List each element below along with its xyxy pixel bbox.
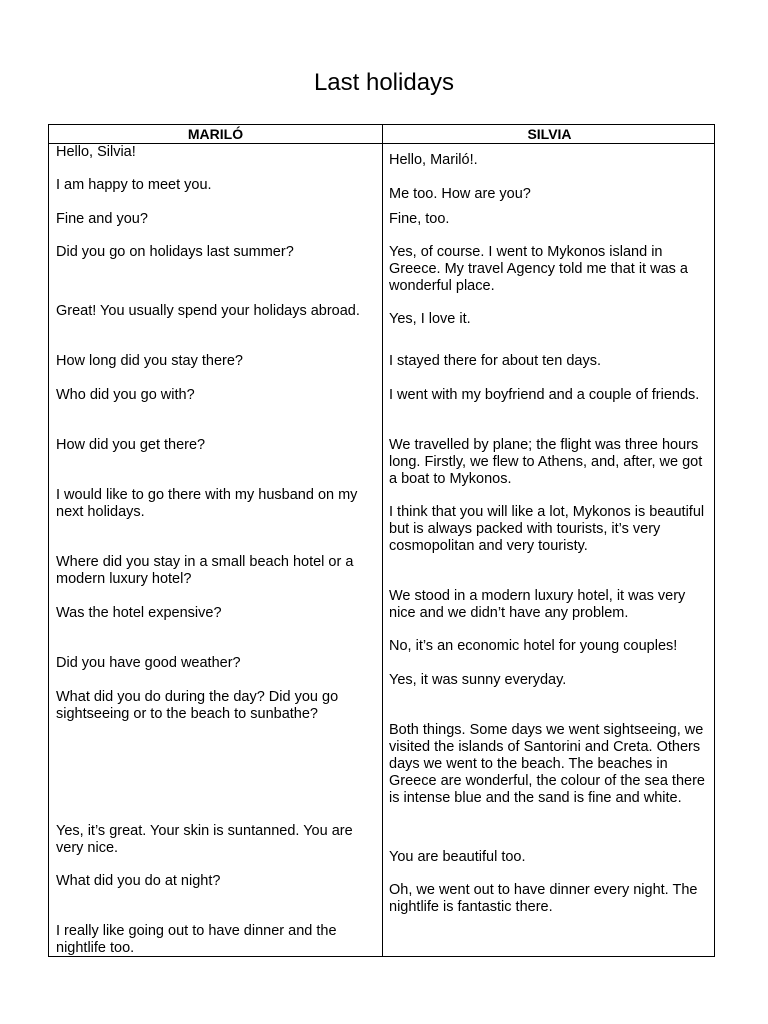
silvia-line: Yes, I love it. (389, 311, 471, 327)
marilo-line: Fine and you? (56, 211, 148, 227)
marilo-line: How long did you stay there? (56, 353, 243, 369)
marilo-line: What did you do during the day? Did you go sightseeing or to the beach to sunbathe? (56, 689, 339, 722)
marilo-line: Did you go on holidays last summer? (56, 244, 294, 260)
column-header-marilo: MARILÓ (187, 126, 244, 142)
silvia-line: Oh, we went out to have dinner every night. The nightlife is fantastic there. (389, 882, 698, 915)
silvia-line: I stayed there for about ten days. (389, 353, 601, 369)
silvia-line: I went with my boyfriend and a couple of friends. (389, 387, 700, 403)
marilo-line: Did you have good weather? (56, 655, 241, 671)
column-divider (382, 125, 383, 956)
marilo-line: Hello, Silvia! (56, 144, 136, 160)
page-title: Last holidays (313, 69, 455, 96)
silvia-line: We stood in a modern luxury hotel, it was very nice and we didn’t have any problem. (389, 588, 686, 621)
marilo-line: Where did you stay in a small beach hotel or a modern luxury hotel? (56, 554, 354, 587)
silvia-line: You are beautiful too. (389, 849, 526, 865)
silvia-line: Fine, too. (389, 211, 450, 227)
marilo-line: I really like going out to have dinner and the nightlife too. (56, 923, 337, 956)
silvia-line: Yes, of course. I went to Mykonos island in Greece. My travel Agency told me that it was a wonderful place. (389, 244, 688, 294)
marilo-line: Who did you go with? (56, 387, 195, 403)
column-header-silvia: SILVIA (527, 126, 572, 142)
silvia-line: Yes, it was sunny everyday. (389, 672, 567, 688)
silvia-line: Me too. How are you? (389, 186, 531, 202)
silvia-line: Hello, Mariló!. (389, 152, 478, 168)
dialogue-table (48, 124, 715, 957)
marilo-line: Great! You usually spend your holidays abroad. (56, 303, 360, 319)
silvia-line: I think that you will like a lot, Mykonos is beautiful but is always packed with tourists, it’s very cosmopolitan and very touristy. (389, 504, 705, 554)
silvia-line: Both things. Some days we went sightseeing, we visited the islands of Santorini and Creta. Others days we went to the beach. The beaches in Greece are wonderful, the colour of the sea there is intense blue and the sand is fine and white. (389, 722, 705, 806)
marilo-line: I am happy to meet you. (56, 177, 212, 193)
marilo-line: How did you get there? (56, 437, 206, 453)
silvia-line: No, it’s an economic hotel for young couples! (389, 638, 678, 654)
marilo-line: Yes, it’s great. Your skin is suntanned. You are very nice. (56, 823, 353, 856)
marilo-line: I would like to go there with my husband on my next holidays. (56, 487, 358, 520)
table-header-row (49, 125, 714, 144)
marilo-line: Was the hotel expensive? (56, 605, 222, 621)
silvia-line: We travelled by plane; the flight was three hours long. Firstly, we flew to Athens, and, after, we got a boat to Mykonos. (389, 437, 703, 487)
marilo-line: What did you do at night? (56, 873, 221, 889)
